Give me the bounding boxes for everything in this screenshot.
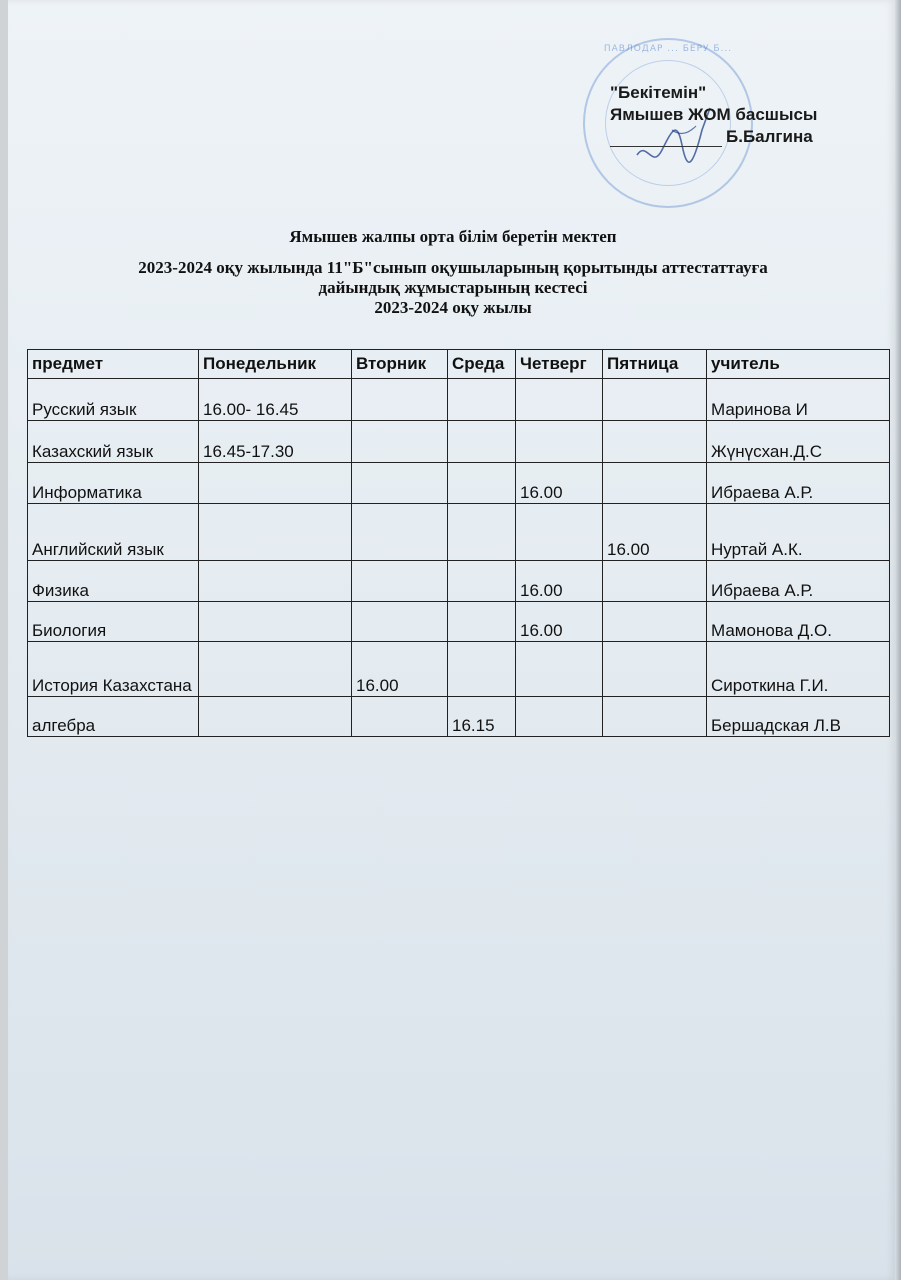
- table-cell: [352, 463, 448, 504]
- column-header: учитель: [707, 350, 890, 379]
- table-cell: [352, 504, 448, 561]
- table-row: [28, 504, 890, 561]
- table-cell: Ибраева А.Р.: [707, 561, 890, 602]
- table-cell: [603, 602, 707, 642]
- table-cell: 16.00: [352, 642, 448, 697]
- table-row: [28, 561, 890, 602]
- table-row: [28, 602, 890, 642]
- schedule-table: [27, 349, 890, 737]
- table-cell: Жүнүсхан.Д.С: [707, 421, 890, 463]
- table-cell: [448, 463, 516, 504]
- signature-line: [610, 146, 722, 147]
- table-cell: [448, 642, 516, 697]
- table-cell: [448, 421, 516, 463]
- table-cell: 16.00: [516, 602, 603, 642]
- column-header: Пятница: [603, 350, 707, 379]
- table-cell: [516, 697, 603, 737]
- table-row: [28, 421, 890, 463]
- column-header: предмет: [28, 350, 199, 379]
- table-cell: [603, 561, 707, 602]
- table-cell: [516, 642, 603, 697]
- table-row: [28, 642, 890, 697]
- table-cell: [199, 697, 352, 737]
- table-cell: алгебра: [28, 697, 199, 737]
- table-cell: [352, 379, 448, 421]
- approval-position: Ямышев ЖОМ басшысы: [610, 105, 818, 124]
- table-cell: Бершадская Л.В: [707, 697, 890, 737]
- table-cell: Физика: [28, 561, 199, 602]
- table-cell: 16.15: [448, 697, 516, 737]
- table-cell: [516, 504, 603, 561]
- table-cell: Мамонова Д.О.: [707, 602, 890, 642]
- table-cell: [516, 421, 603, 463]
- table-cell: Маринова И: [707, 379, 890, 421]
- table-row: [28, 379, 890, 421]
- table-cell: [199, 463, 352, 504]
- stamp-ring-text: ПАВЛОДАР ... БЕРУ Б...: [603, 44, 733, 54]
- table-row: [28, 697, 890, 737]
- table-cell: [603, 697, 707, 737]
- table-cell: [199, 504, 352, 561]
- approval-title: "Бекітемін": [610, 83, 707, 102]
- table-cell: [352, 561, 448, 602]
- table-cell: [516, 379, 603, 421]
- page-edge-shadow: [895, 0, 901, 1280]
- column-header: Среда: [448, 350, 516, 379]
- table-cell: [448, 561, 516, 602]
- table-cell: [352, 602, 448, 642]
- title-line-2: дайындық жұмыстарының кестесі: [318, 278, 588, 297]
- table-cell: [199, 602, 352, 642]
- approval-signer-name: Б.Балгина: [726, 127, 813, 146]
- table-row: [28, 463, 890, 504]
- column-header: Четверг: [516, 350, 603, 379]
- table-cell: История Казахстана: [28, 642, 199, 697]
- school-name: Ямышев жалпы орта білім беретін мектеп: [289, 227, 617, 246]
- approval-signer: [610, 126, 870, 148]
- table-cell: [603, 421, 707, 463]
- table-cell: [352, 697, 448, 737]
- approval-block: [610, 82, 870, 148]
- column-header: Понедельник: [199, 350, 352, 379]
- table-cell: Нуртай А.К.: [707, 504, 890, 561]
- table-cell: 16.00- 16.45: [199, 379, 352, 421]
- table-cell: Ибраева А.Р.: [707, 463, 890, 504]
- table-cell: 16.00: [516, 463, 603, 504]
- table-cell: Казахский язык: [28, 421, 199, 463]
- table-cell: [603, 463, 707, 504]
- table-cell: [448, 602, 516, 642]
- table-cell: 16.00: [603, 504, 707, 561]
- table-cell: [448, 504, 516, 561]
- table-cell: 16.00: [516, 561, 603, 602]
- table-cell: [199, 642, 352, 697]
- table-cell: [603, 379, 707, 421]
- table-cell: 16.45-17.30: [199, 421, 352, 463]
- title-line-1: 2023-2024 оқу жылында 11"Б"сынып оқушыларының қорытынды аттестаттауға: [138, 258, 768, 277]
- table-cell: Информатика: [28, 463, 199, 504]
- column-header: Вторник: [352, 350, 448, 379]
- table-cell: Биология: [28, 602, 199, 642]
- table-cell: [199, 561, 352, 602]
- table-cell: Сироткина Г.И.: [707, 642, 890, 697]
- table-cell: [352, 421, 448, 463]
- table-cell: [448, 379, 516, 421]
- table-header-row: [28, 350, 890, 379]
- table-cell: Русский язык: [28, 379, 199, 421]
- table-cell: Английский язык: [28, 504, 199, 561]
- academic-year: 2023-2024 оқу жылы: [374, 298, 532, 317]
- table-cell: [603, 642, 707, 697]
- document-header: [8, 227, 898, 318]
